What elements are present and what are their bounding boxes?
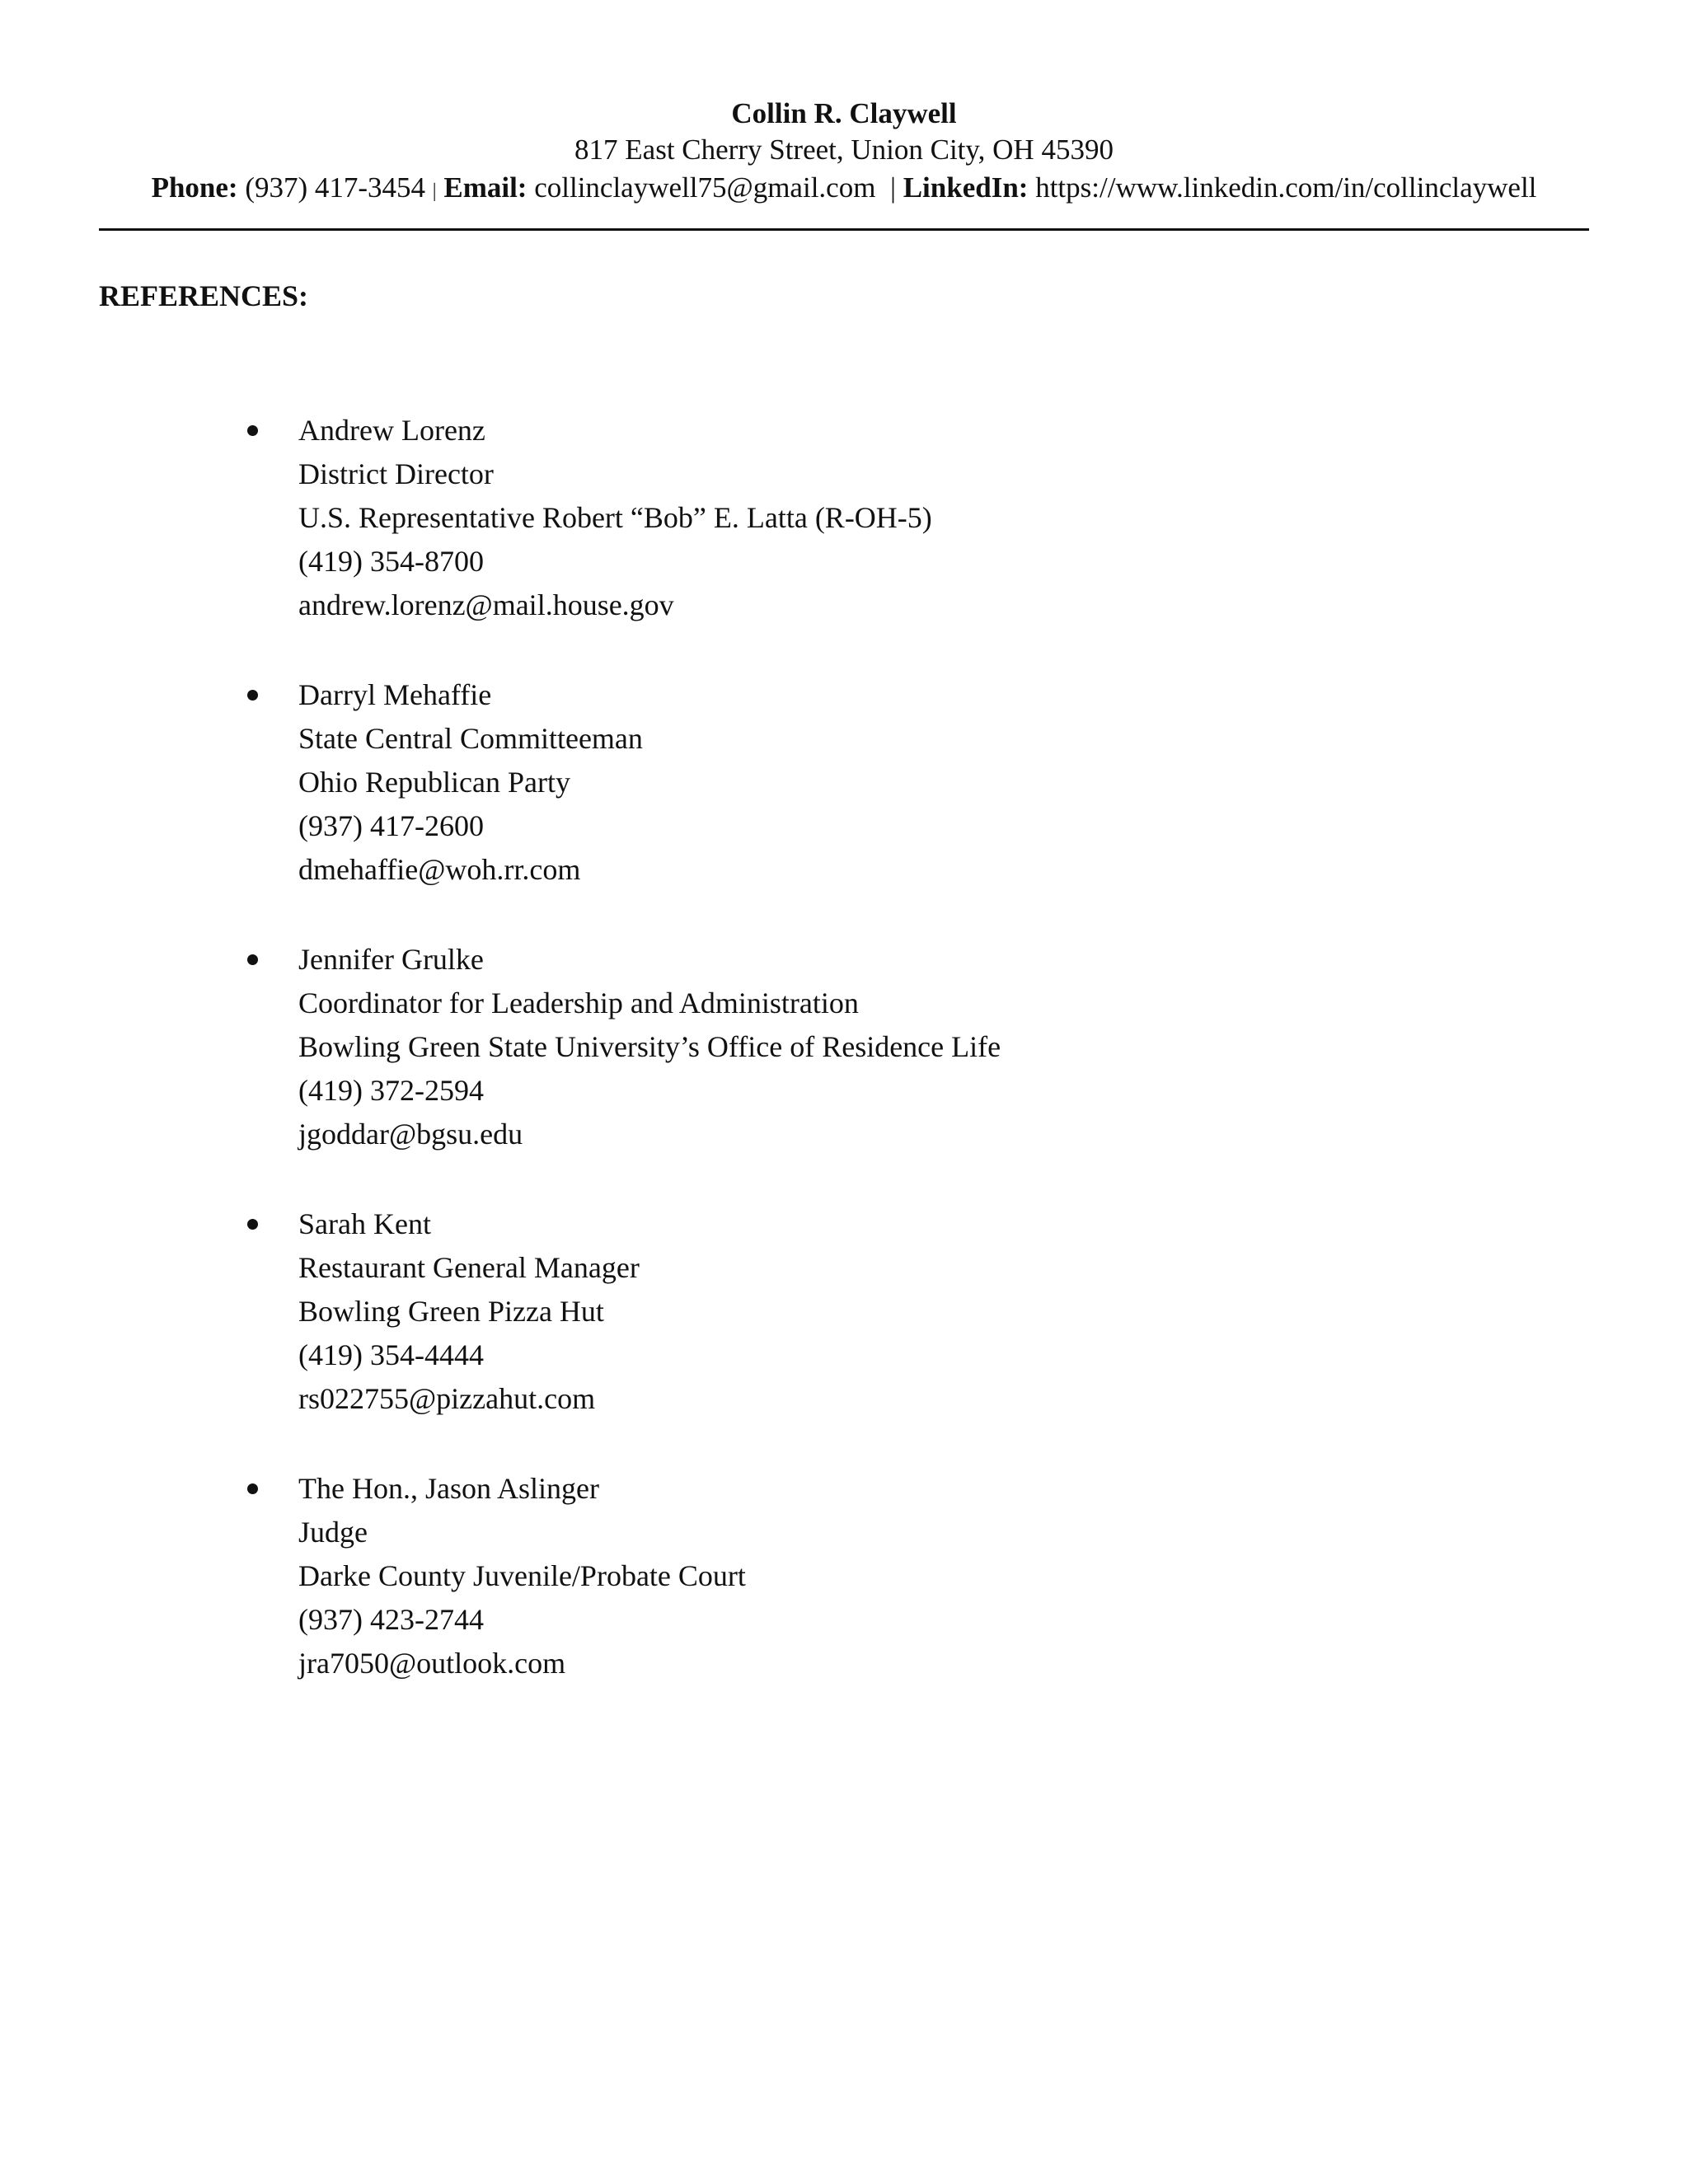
reference-title: Judge	[298, 1516, 368, 1549]
reference-email: rs022755@pizzahut.com	[298, 1382, 596, 1415]
reference-item	[0, 1467, 1688, 1732]
phone-label: Phone:	[151, 171, 238, 204]
applicant-address: 817 East Cherry Street, Union City, OH 45390	[574, 134, 1114, 166]
reference-phone: (419) 354-4444	[298, 1338, 484, 1371]
reference-email: jra7050@outlook.com	[298, 1647, 566, 1680]
reference-name: Jennifer Grulke	[298, 943, 484, 976]
reference-email: dmehaffie@woh.rr.com	[298, 853, 581, 886]
contact-line	[0, 168, 1688, 211]
reference-phone: (419) 354-8700	[298, 545, 484, 578]
email-value: collinclaywell75@gmail.com	[534, 171, 876, 204]
references-list	[0, 409, 1688, 1732]
reference-phone: (937) 423-2744	[298, 1603, 484, 1636]
applicant-name: Collin R. Claywell	[731, 97, 957, 129]
reference-item	[0, 673, 1688, 938]
linkedin-value: https://www.linkedin.com/in/collinclaywell	[1035, 171, 1537, 204]
bullet-icon	[247, 690, 258, 701]
reference-organization: Bowling Green State University’s Office of Residence Life	[298, 1030, 1001, 1063]
header-divider	[99, 228, 1589, 231]
email-label: Email:	[443, 171, 528, 204]
reference-phone: (937) 417-2600	[298, 809, 484, 842]
reference-phone: (419) 372-2594	[298, 1074, 484, 1107]
reference-name: Darryl Mehaffie	[298, 678, 492, 711]
reference-item	[0, 938, 1688, 1202]
reference-item	[0, 409, 1688, 673]
contact-separator: |	[432, 180, 437, 202]
bullet-icon	[247, 1219, 258, 1230]
reference-name: Andrew Lorenz	[298, 414, 485, 447]
references-heading: REFERENCES:	[99, 279, 309, 312]
phone-value: (937) 417-3454	[245, 171, 426, 204]
reference-organization: U.S. Representative Robert “Bob” E. Latta (R-OH-5)	[298, 501, 932, 534]
linkedin-label: LinkedIn:	[903, 171, 1029, 204]
contact-separator: |	[889, 171, 896, 204]
bullet-icon	[247, 1483, 258, 1494]
reference-organization: Darke County Juvenile/Probate Court	[298, 1559, 746, 1592]
reference-title: State Central Committeeman	[298, 722, 643, 755]
reference-name: The Hon., Jason Aslinger	[298, 1472, 599, 1505]
bullet-icon	[247, 954, 258, 965]
reference-title: Restaurant General Manager	[298, 1251, 640, 1284]
bullet-icon	[247, 425, 258, 436]
reference-email: jgoddar@bgsu.edu	[298, 1118, 523, 1151]
reference-item	[0, 1202, 1688, 1467]
reference-organization: Ohio Republican Party	[298, 766, 570, 799]
reference-name: Sarah Kent	[298, 1207, 431, 1240]
reference-title: District Director	[298, 457, 494, 490]
reference-email: andrew.lorenz@mail.house.gov	[298, 588, 674, 621]
reference-organization: Bowling Green Pizza Hut	[298, 1295, 604, 1328]
reference-title: Coordinator for Leadership and Administration	[298, 987, 859, 1019]
resume-header	[0, 96, 1688, 211]
